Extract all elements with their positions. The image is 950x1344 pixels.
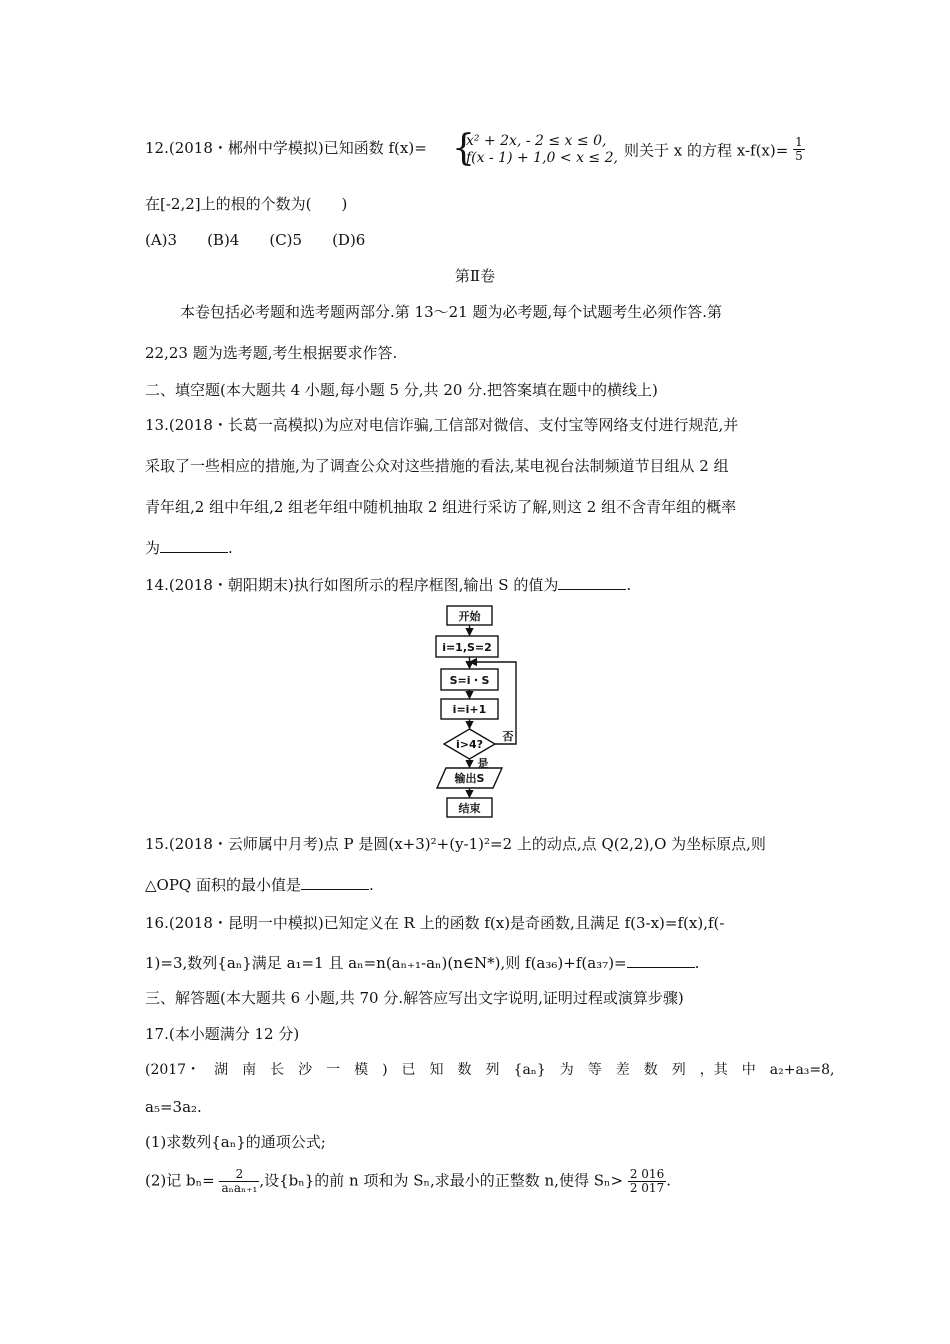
q15-answer-blank[interactable] (301, 875, 369, 890)
q12-frac-num: 1 (795, 135, 803, 149)
q13-line4-suffix: . (228, 539, 233, 557)
q17-b-fraction (219, 1168, 259, 1195)
q14-text (145, 575, 631, 595)
flow-end-label: 结束 (458, 802, 481, 815)
q17-line1: (2017・ 湖 南 长 沙 一 模 ) 已 知 数 列 {aₙ} 为 等 差 数 列 ，其 中 a₂+a₃=8, (145, 1062, 835, 1078)
brace-icon: { (452, 128, 475, 169)
q12-case1: x² + 2x, - 2 ≤ x ≤ 0, (466, 133, 607, 149)
flow-init-label: i=1,S=2 (442, 641, 492, 654)
flow-assign2-label: i=i+1 (452, 703, 487, 716)
section2-desc-line2: 22,23 题为选考题,考生根据要求作答. (145, 344, 398, 362)
q17-part1: (1)求数列{aₙ}的通项公式; (145, 1133, 326, 1151)
q15-line2-prefix: △OPQ 面积的最小值是 (145, 876, 301, 894)
q17-b-num: 2 (219, 1168, 259, 1182)
fill-header: 二、填空题(本大题共 4 小题,每小题 5 分,共 20 分.把答案填在题中的横线上) (145, 381, 658, 399)
q17-part2 (145, 1168, 671, 1195)
flow-output-label: 输出S (454, 772, 485, 785)
q16-line2-prefix: 1)=3,数列{aₙ}满足 a₁=1 且 aₙ=n(aₙ₊₁-aₙ)(n∈N*),则 f(a₃₆)+f(a₃₇)= (145, 954, 627, 972)
flow-assign1-label: S=i・S (449, 674, 490, 687)
q13-line1: 13.(2018・长葛一高模拟)为应对电信诈骗,工信部对微信、支付宝等网络支付进行规范,并 (145, 416, 739, 434)
q12-piecewise (452, 128, 634, 169)
q12-prefix: 12.(2018・郴州中学模拟)已知函数 f(x)= (145, 139, 427, 157)
q13-answer-blank[interactable] (160, 538, 228, 553)
q13-line2: 采取了一些相应的措施,为了调查公众对这些措施的看法,某电视台法制频道节目组从 2 组 (145, 457, 729, 475)
flow-cond-label: i>4? (455, 738, 484, 751)
q15-line1: 15.(2018・云师属中月考)点 P 是圆(x+3)²+(y-1)²=2 上的动点,点 Q(2,2),O 为坐标原点,则 (145, 835, 766, 853)
q17-part2-suffix: . (666, 1171, 671, 1190)
q12-line2: 在[-2,2]上的根的个数为( ) (145, 195, 348, 213)
q16-answer-blank[interactable] (627, 953, 695, 968)
q12-line1 (145, 138, 427, 158)
q12-frac-den: 5 (795, 149, 803, 163)
q13-line3: 青年组,2 组中年组,2 组老年组中随机抽取 2 组进行采访了解,则这 2 组不含青年组的概率 (145, 498, 737, 516)
q13-line4 (145, 538, 233, 558)
section2-desc-line1: 本卷包括必考题和选考题两部分.第 13～21 题为必考题,每个试题考生必须作答.第 (180, 303, 723, 321)
q15-line2-suffix: . (369, 876, 374, 894)
q17-b-den: aₙaₙ₊₁ (221, 1181, 258, 1195)
q17-title: 17.(本小题满分 12 分) (145, 1025, 300, 1043)
q12-fraction (793, 136, 805, 163)
q15-line2 (145, 875, 374, 895)
q16-line1: 16.(2018・昆明一中模拟)已知定义在 R 上的函数 f(x)是奇函数,且满足 f(3-x)=f(x),f(- (145, 914, 725, 932)
flow-no-label: 否 (502, 730, 514, 743)
section3-header: 三、解答题(本大题共 6 小题,共 70 分.解答应写出文字说明,证明过程或演算步骤) (145, 989, 684, 1007)
q14-text-suffix: . (626, 576, 632, 594)
q17-part2-prefix: (2)记 bₙ= (145, 1171, 215, 1190)
q17-s-fraction (628, 1168, 666, 1195)
flow-yes-label: 是 (477, 757, 489, 770)
q14-text-prefix: 14.(2018・朝阳期末)执行如图所示的程序框图,输出 S 的值为 (145, 576, 559, 594)
q17-s-num: 2 016 (629, 1167, 665, 1181)
q12-suffix: 则关于 x 的方程 x-f(x)= (624, 141, 789, 160)
q17-line2: a₅=3a₂. (145, 1098, 202, 1116)
q12-options: (A)3 (B)4 (C)5 (D)6 (145, 231, 366, 249)
q14-answer-blank[interactable] (558, 575, 626, 590)
q12-line1-suffix (624, 135, 805, 165)
q17-part2-mid: ,设{bₙ}的前 n 项和为 Sₙ,求最小的正整数 n,使得 Sₙ> (259, 1171, 624, 1190)
flow-start-label: 开始 (458, 610, 481, 623)
q16-line2-suffix: . (694, 954, 700, 972)
q13-line4-prefix: 为 (145, 539, 161, 557)
section2-title: 第Ⅱ卷 (454, 267, 496, 285)
q14-flowchart (420, 604, 530, 824)
q16-line2 (145, 953, 699, 973)
q17-s-den: 2 017 (629, 1181, 665, 1195)
q12-case2: f(x - 1) + 1,0 < x ≤ 2, (466, 150, 618, 166)
